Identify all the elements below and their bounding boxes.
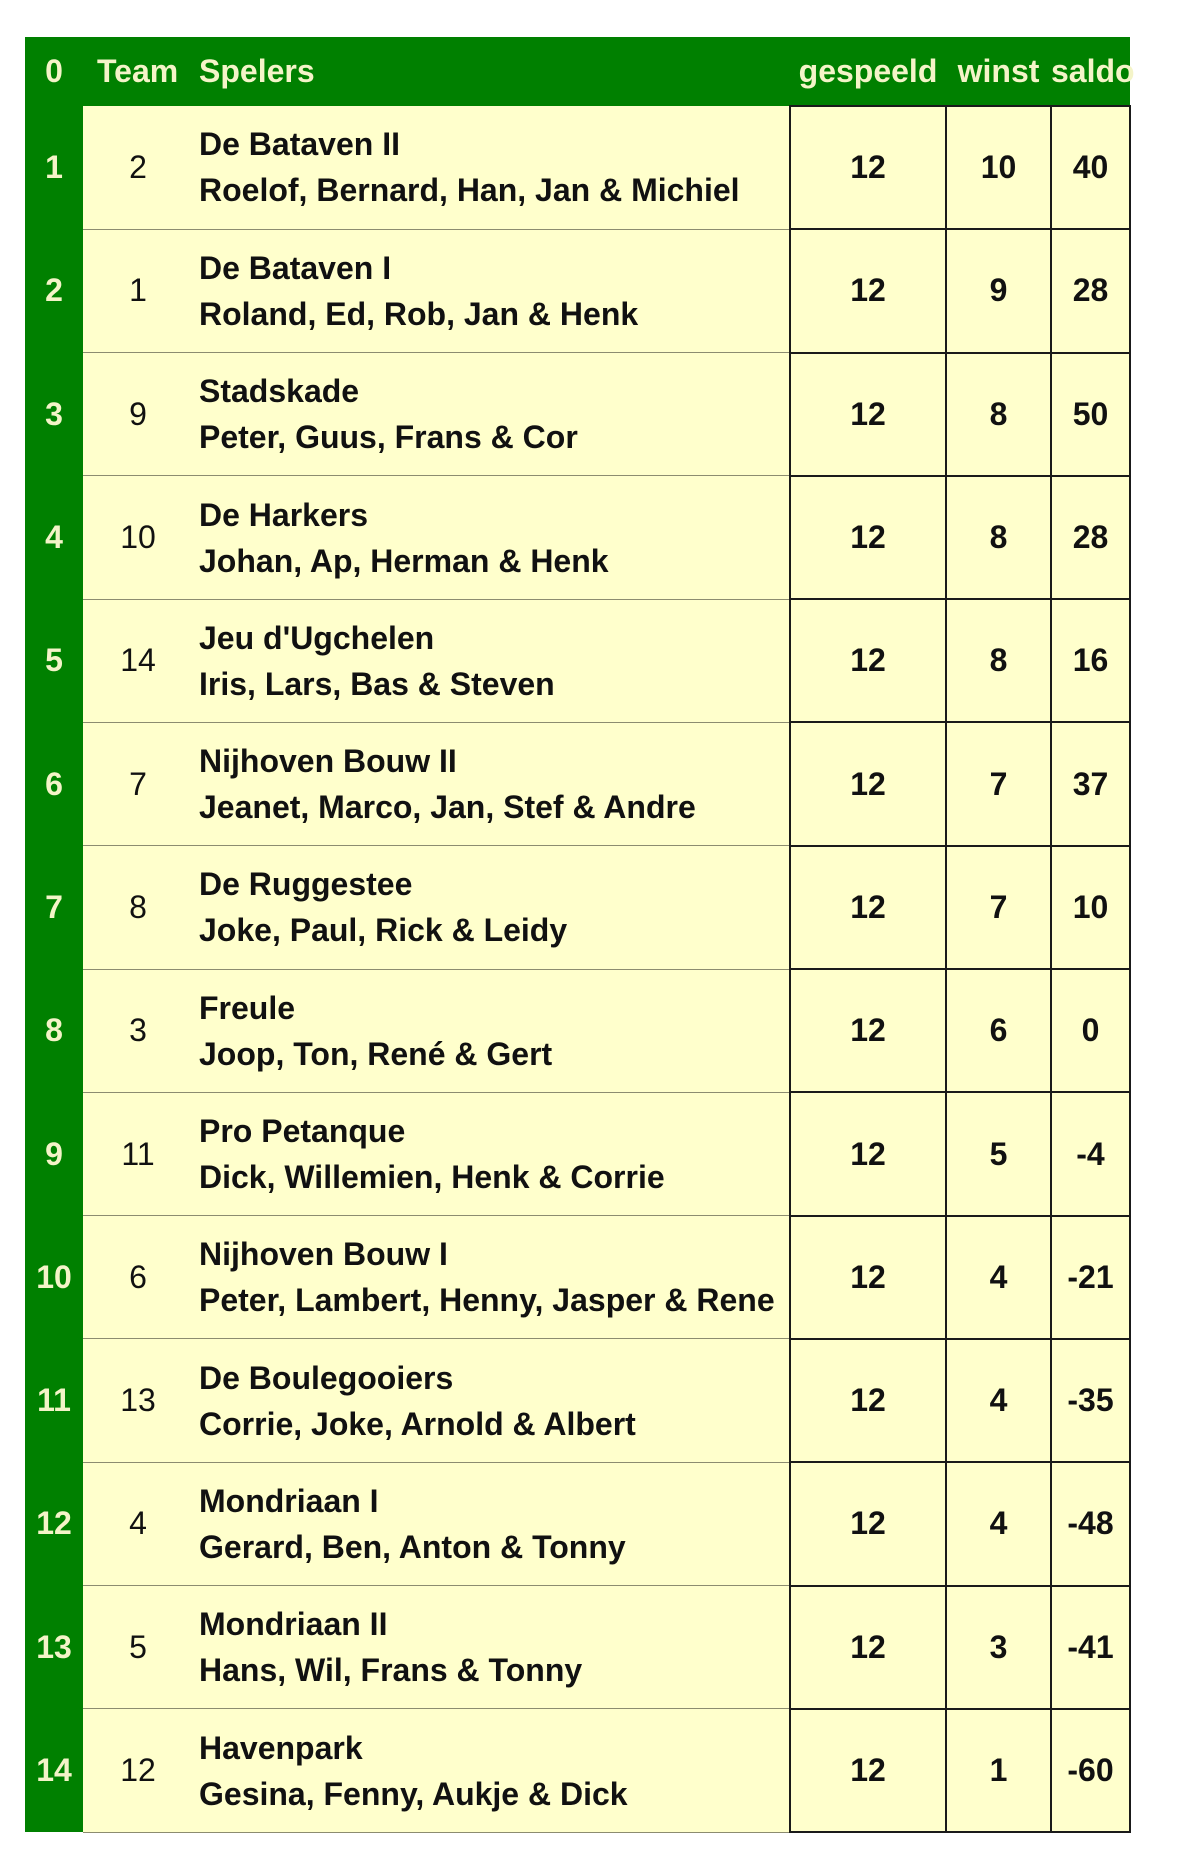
- players-cell: [193, 599, 790, 722]
- rank-cell: 10: [25, 1216, 83, 1339]
- table-row: [25, 1462, 1130, 1585]
- team-name: Freule: [199, 989, 296, 1026]
- played-cell: 12: [790, 1339, 946, 1462]
- played-cell: 12: [790, 106, 946, 229]
- rank-cell: 11: [25, 1339, 83, 1462]
- header-players: Spelers: [193, 37, 790, 106]
- team-players: Corrie, Joke, Arnold & Albert: [199, 1405, 636, 1442]
- team-number-cell: 10: [83, 476, 193, 599]
- rank-cell: 5: [25, 599, 83, 722]
- team-name: Mondriaan I: [199, 1482, 379, 1519]
- table-row: [25, 599, 1130, 722]
- team-name: De Boulegooiers: [199, 1359, 454, 1396]
- saldo-cell: 40: [1051, 106, 1130, 229]
- table-row: [25, 1216, 1130, 1339]
- won-cell: 4: [946, 1216, 1051, 1339]
- players-cell: [193, 229, 790, 352]
- won-cell: 4: [946, 1462, 1051, 1585]
- won-cell: 7: [946, 722, 1051, 845]
- header-row: [25, 37, 1130, 106]
- team-number-cell: 7: [83, 722, 193, 845]
- players-cell: [193, 106, 790, 229]
- played-cell: 12: [790, 1462, 946, 1585]
- team-number-cell: 14: [83, 599, 193, 722]
- team-number-cell: 4: [83, 1462, 193, 1585]
- played-cell: 12: [790, 722, 946, 845]
- team-players: Roland, Ed, Rob, Jan & Henk: [199, 295, 639, 332]
- saldo-cell: -48: [1051, 1462, 1130, 1585]
- rank-cell: 12: [25, 1462, 83, 1585]
- won-cell: 8: [946, 476, 1051, 599]
- team-name: De Harkers: [199, 496, 368, 533]
- saldo-cell: 50: [1051, 353, 1130, 476]
- saldo-cell: 28: [1051, 476, 1130, 599]
- saldo-cell: 37: [1051, 722, 1130, 845]
- team-name: Jeu d'Ugchelen: [199, 619, 435, 656]
- team-players: Peter, Guus, Frans & Cor: [199, 419, 578, 456]
- players-cell: [193, 846, 790, 969]
- won-cell: 10: [946, 106, 1051, 229]
- won-cell: 4: [946, 1339, 1051, 1462]
- standings-table: [25, 37, 1135, 1833]
- team-number-cell: 13: [83, 1339, 193, 1462]
- team-name: Nijhoven Bouw I: [199, 1236, 448, 1273]
- team-players: Iris, Lars, Bas & Steven: [199, 665, 555, 702]
- won-cell: 3: [946, 1586, 1051, 1709]
- table-row: [25, 1586, 1130, 1709]
- header-saldo: saldo: [1051, 37, 1130, 106]
- team-players: Peter, Lambert, Henny, Jasper & Rene: [199, 1282, 775, 1319]
- saldo-cell: -41: [1051, 1586, 1130, 1709]
- team-number-cell: 6: [83, 1216, 193, 1339]
- won-cell: 8: [946, 599, 1051, 722]
- players-cell: [193, 969, 790, 1092]
- rank-cell: 13: [25, 1586, 83, 1709]
- rank-cell: 4: [25, 476, 83, 599]
- team-name: Mondriaan II: [199, 1606, 388, 1643]
- table-row: [25, 353, 1130, 476]
- table-row: [25, 229, 1130, 352]
- team-number-cell: 11: [83, 1092, 193, 1215]
- saldo-cell: -21: [1051, 1216, 1130, 1339]
- table-row: [25, 476, 1130, 599]
- team-players: Dick, Willemien, Henk & Corrie: [199, 1159, 665, 1196]
- saldo-cell: 28: [1051, 229, 1130, 352]
- played-cell: 12: [790, 1709, 946, 1832]
- players-cell: [193, 1092, 790, 1215]
- won-cell: 1: [946, 1709, 1051, 1832]
- header-won: winst: [946, 37, 1051, 106]
- saldo-cell: -4: [1051, 1092, 1130, 1215]
- saldo-cell: 0: [1051, 969, 1130, 1092]
- team-players: Gesina, Fenny, Aukje & Dick: [199, 1775, 628, 1812]
- played-cell: 12: [790, 1092, 946, 1215]
- rank-cell: 8: [25, 969, 83, 1092]
- table-row: [25, 106, 1130, 229]
- played-cell: 12: [790, 969, 946, 1092]
- table-row: [25, 846, 1130, 969]
- team-number-cell: 8: [83, 846, 193, 969]
- team-players: Roelof, Bernard, Han, Jan & Michiel: [199, 172, 740, 209]
- table-row: [25, 1709, 1130, 1832]
- won-cell: 8: [946, 353, 1051, 476]
- team-players: Gerard, Ben, Anton & Tonny: [199, 1528, 626, 1565]
- team-players: Jeanet, Marco, Jan, Stef & Andre: [199, 789, 696, 826]
- played-cell: 12: [790, 476, 946, 599]
- played-cell: 12: [790, 353, 946, 476]
- team-players: Johan, Ap, Herman & Henk: [199, 542, 609, 579]
- table-row: [25, 722, 1130, 845]
- team-name: De Bataven II: [199, 126, 400, 163]
- rank-cell: 9: [25, 1092, 83, 1215]
- table-row: [25, 1092, 1130, 1215]
- team-name: Pro Petanque: [199, 1113, 406, 1150]
- rank-cell: 1: [25, 106, 83, 229]
- team-players: Joop, Ton, René & Gert: [199, 1035, 553, 1072]
- table-row: [25, 969, 1130, 1092]
- team-players: Joke, Paul, Rick & Leidy: [199, 912, 568, 949]
- played-cell: 12: [790, 1216, 946, 1339]
- players-cell: [193, 476, 790, 599]
- saldo-cell: -35: [1051, 1339, 1130, 1462]
- won-cell: 6: [946, 969, 1051, 1092]
- team-number-cell: 3: [83, 969, 193, 1092]
- team-name: Stadskade: [199, 373, 360, 410]
- team-number-cell: 12: [83, 1709, 193, 1832]
- team-number-cell: 5: [83, 1586, 193, 1709]
- players-cell: [193, 722, 790, 845]
- saldo-cell: 10: [1051, 846, 1130, 969]
- won-cell: 5: [946, 1092, 1051, 1215]
- table-row: [25, 1339, 1130, 1462]
- team-players: Hans, Wil, Frans & Tonny: [199, 1652, 583, 1689]
- players-cell: [193, 1709, 790, 1832]
- won-cell: 7: [946, 846, 1051, 969]
- saldo-cell: -60: [1051, 1709, 1130, 1832]
- rank-cell: 7: [25, 846, 83, 969]
- played-cell: 12: [790, 1586, 946, 1709]
- rank-cell: 2: [25, 229, 83, 352]
- players-cell: [193, 1216, 790, 1339]
- players-cell: [193, 1339, 790, 1462]
- played-cell: 12: [790, 229, 946, 352]
- header-team: Team: [83, 37, 193, 106]
- played-cell: 12: [790, 599, 946, 722]
- saldo-cell: 16: [1051, 599, 1130, 722]
- team-name: De Ruggestee: [199, 866, 413, 903]
- rank-cell: 6: [25, 722, 83, 845]
- team-number-cell: 1: [83, 229, 193, 352]
- team-number-cell: 9: [83, 353, 193, 476]
- players-cell: [193, 1462, 790, 1585]
- players-cell: [193, 353, 790, 476]
- rank-cell: 14: [25, 1709, 83, 1832]
- team-name: Havenpark: [199, 1729, 363, 1766]
- header-rank: 0: [25, 37, 83, 106]
- played-cell: 12: [790, 846, 946, 969]
- team-number-cell: 2: [83, 106, 193, 229]
- team-name: Nijhoven Bouw II: [199, 743, 457, 780]
- team-name: De Bataven I: [199, 249, 392, 286]
- won-cell: 9: [946, 229, 1051, 352]
- rank-cell: 3: [25, 353, 83, 476]
- players-cell: [193, 1586, 790, 1709]
- header-played: gespeeld: [790, 37, 946, 106]
